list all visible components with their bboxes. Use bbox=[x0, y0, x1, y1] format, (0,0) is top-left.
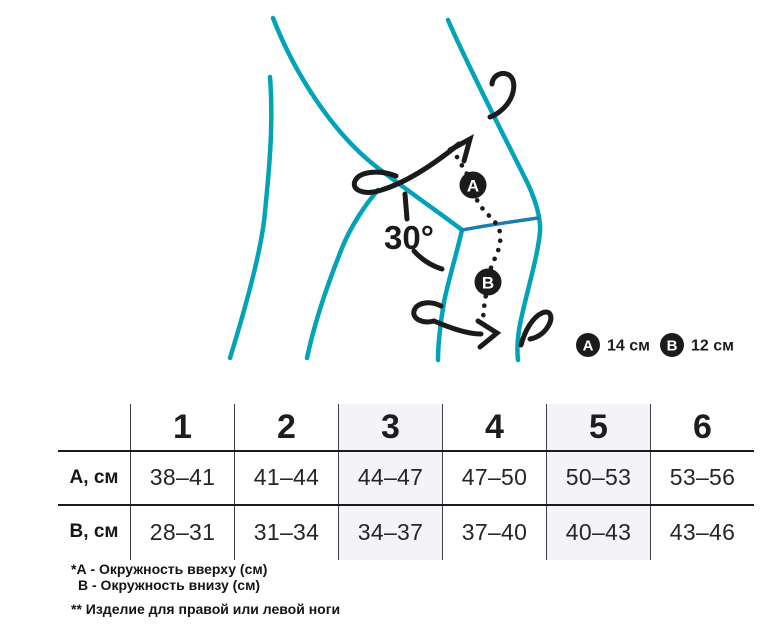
table-divider-top bbox=[58, 450, 754, 452]
row-b-value: 34–37 bbox=[338, 504, 442, 560]
footnote-product: ** Изделие для правой или левой ноги bbox=[71, 601, 341, 617]
size-column-header: 5 bbox=[546, 404, 650, 451]
footnote-b: В - Окружность внизу (см) bbox=[78, 576, 261, 593]
row-b-value: 43–46 bbox=[650, 504, 754, 560]
size-table-corner bbox=[58, 404, 130, 451]
size-column-header: 6 bbox=[650, 404, 754, 451]
legend-a-letter: A bbox=[582, 337, 594, 355]
upper-wrap-arrow-shaft bbox=[354, 144, 459, 192]
size-column-header: 3 bbox=[338, 404, 442, 451]
angle-label: 30° bbox=[384, 219, 434, 256]
marker-b-letter: B bbox=[481, 273, 495, 293]
footnotes bbox=[71, 562, 340, 618]
row-a-value: 47–50 bbox=[442, 451, 546, 504]
shin-front-line bbox=[438, 230, 462, 360]
lower-wrap-arrow-tail-hook bbox=[521, 312, 551, 345]
row-b-value: 28–31 bbox=[130, 504, 234, 560]
marker-a-letter: A bbox=[466, 176, 480, 196]
legend-b-value: 12 см bbox=[691, 337, 734, 355]
table-divider-middle bbox=[58, 504, 754, 506]
size-column-header: 2 bbox=[234, 404, 338, 451]
row-b-label: В, см bbox=[69, 521, 119, 542]
legend-a-value: 14 см bbox=[607, 337, 650, 355]
row-a-value: 53–56 bbox=[650, 451, 754, 504]
lower-wrap-arrow-shaft bbox=[414, 303, 481, 334]
size-table bbox=[58, 404, 754, 560]
size-column-header: 1 bbox=[130, 404, 234, 451]
thigh-back-line bbox=[307, 190, 378, 358]
row-a-value: 50–53 bbox=[546, 451, 650, 504]
thigh-top-line bbox=[273, 18, 462, 230]
angle-tick-upper bbox=[405, 194, 407, 219]
row-a-label: А, см bbox=[69, 466, 119, 488]
row-b-value: 37–40 bbox=[442, 504, 546, 560]
size-column-header: 4 bbox=[442, 404, 546, 451]
upper-wrap-arrowhead bbox=[450, 139, 470, 161]
measurement-legend bbox=[576, 333, 734, 357]
annotation-arrows bbox=[354, 73, 551, 347]
row-a-value: 44–47 bbox=[338, 451, 442, 504]
knee-crease-line bbox=[462, 218, 538, 230]
legend-b-letter: B bbox=[666, 337, 678, 355]
row-a-value: 41–44 bbox=[234, 451, 338, 504]
row-b-value: 31–34 bbox=[234, 504, 338, 560]
row-a-value: 38–41 bbox=[130, 451, 234, 504]
footnote-a: *А - Окружность вверху (см) bbox=[71, 561, 268, 577]
hip-back-line bbox=[230, 77, 271, 358]
row-b-value: 40–43 bbox=[546, 504, 650, 560]
